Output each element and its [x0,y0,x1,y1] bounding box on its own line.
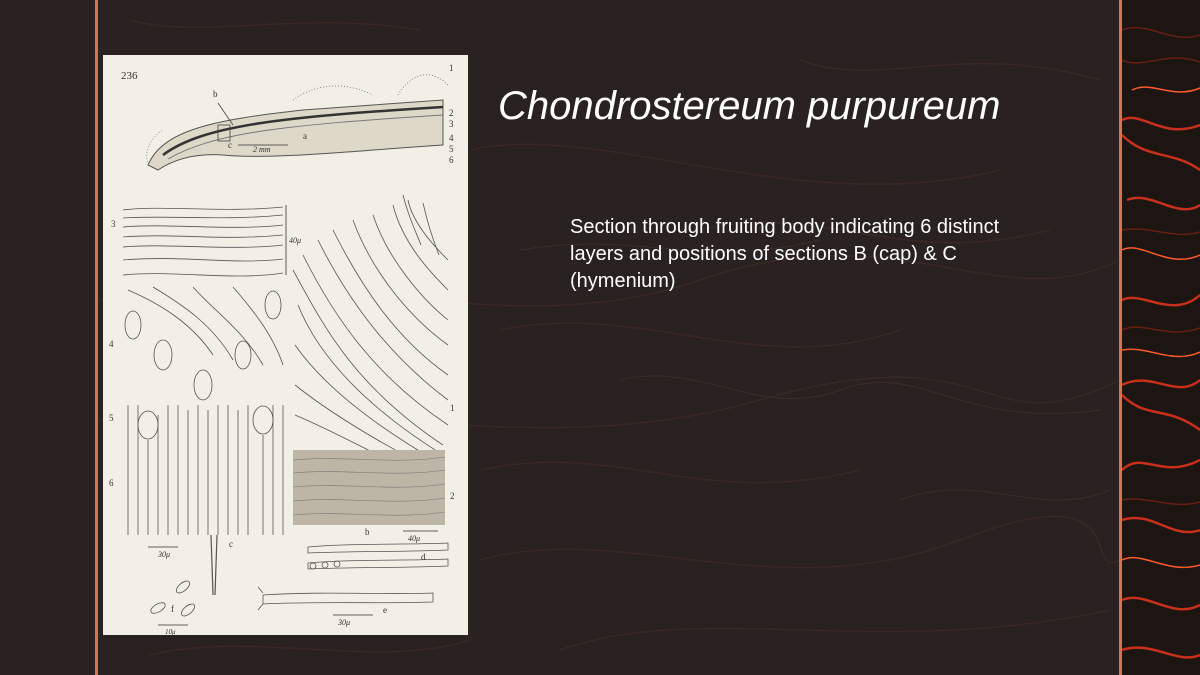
layer-numbers-top [449,63,454,165]
fluorescent-hyphae-image [1122,0,1200,675]
slide-title: Chondrostereum purpureum [498,84,1001,128]
svg-text:5: 5 [109,413,114,423]
scale-label-cap: 40μ [408,534,421,543]
illustration-drawing [103,55,468,635]
label-f: f [171,604,174,614]
left-accent-border [95,0,98,675]
scale-label-spores: 10μ [165,628,176,635]
hyphae-d [308,543,448,569]
layer-numbers-left [109,219,116,488]
scale-label-left: 40μ [289,236,302,245]
cap-cortex-layer-2 [293,450,445,525]
slide-caption: Section through fruiting body indicating 6 distinct layers and positions of sections B (cap) & C (hymenium) [570,216,1000,292]
svg-text:1: 1 [450,403,455,413]
scale-label-hypha: 30μ [338,618,351,627]
hymenium-section-c [123,207,283,595]
label-c-top: c [228,140,232,150]
svg-text:4: 4 [449,133,454,143]
fruiting-body-illustration [103,55,468,635]
label-e: e [383,605,387,615]
label-b-top: b [213,89,218,99]
layer-numbers-right [450,403,455,501]
side-hyphae-panel [1122,0,1200,675]
scale-label-top: 2 mm [253,145,271,154]
svg-text:6: 6 [449,155,454,165]
label-d: d [421,552,426,562]
page-number: 236 [121,70,138,82]
svg-text:5: 5 [449,144,454,154]
svg-text:4: 4 [109,339,114,349]
hypha-e [258,587,433,610]
svg-text:3: 3 [449,119,454,129]
label-c: c [229,539,233,549]
svg-text:6: 6 [109,478,114,488]
svg-text:3: 3 [111,219,116,229]
cap-section-b [293,195,448,485]
svg-text:2: 2 [449,108,454,118]
svg-text:1: 1 [449,63,454,73]
fruiting-body-section-a [147,75,448,170]
label-b: b [365,527,370,537]
scale-label-hymenium: 30μ [158,550,171,559]
label-a: a [303,131,307,141]
svg-text:2: 2 [450,491,455,501]
